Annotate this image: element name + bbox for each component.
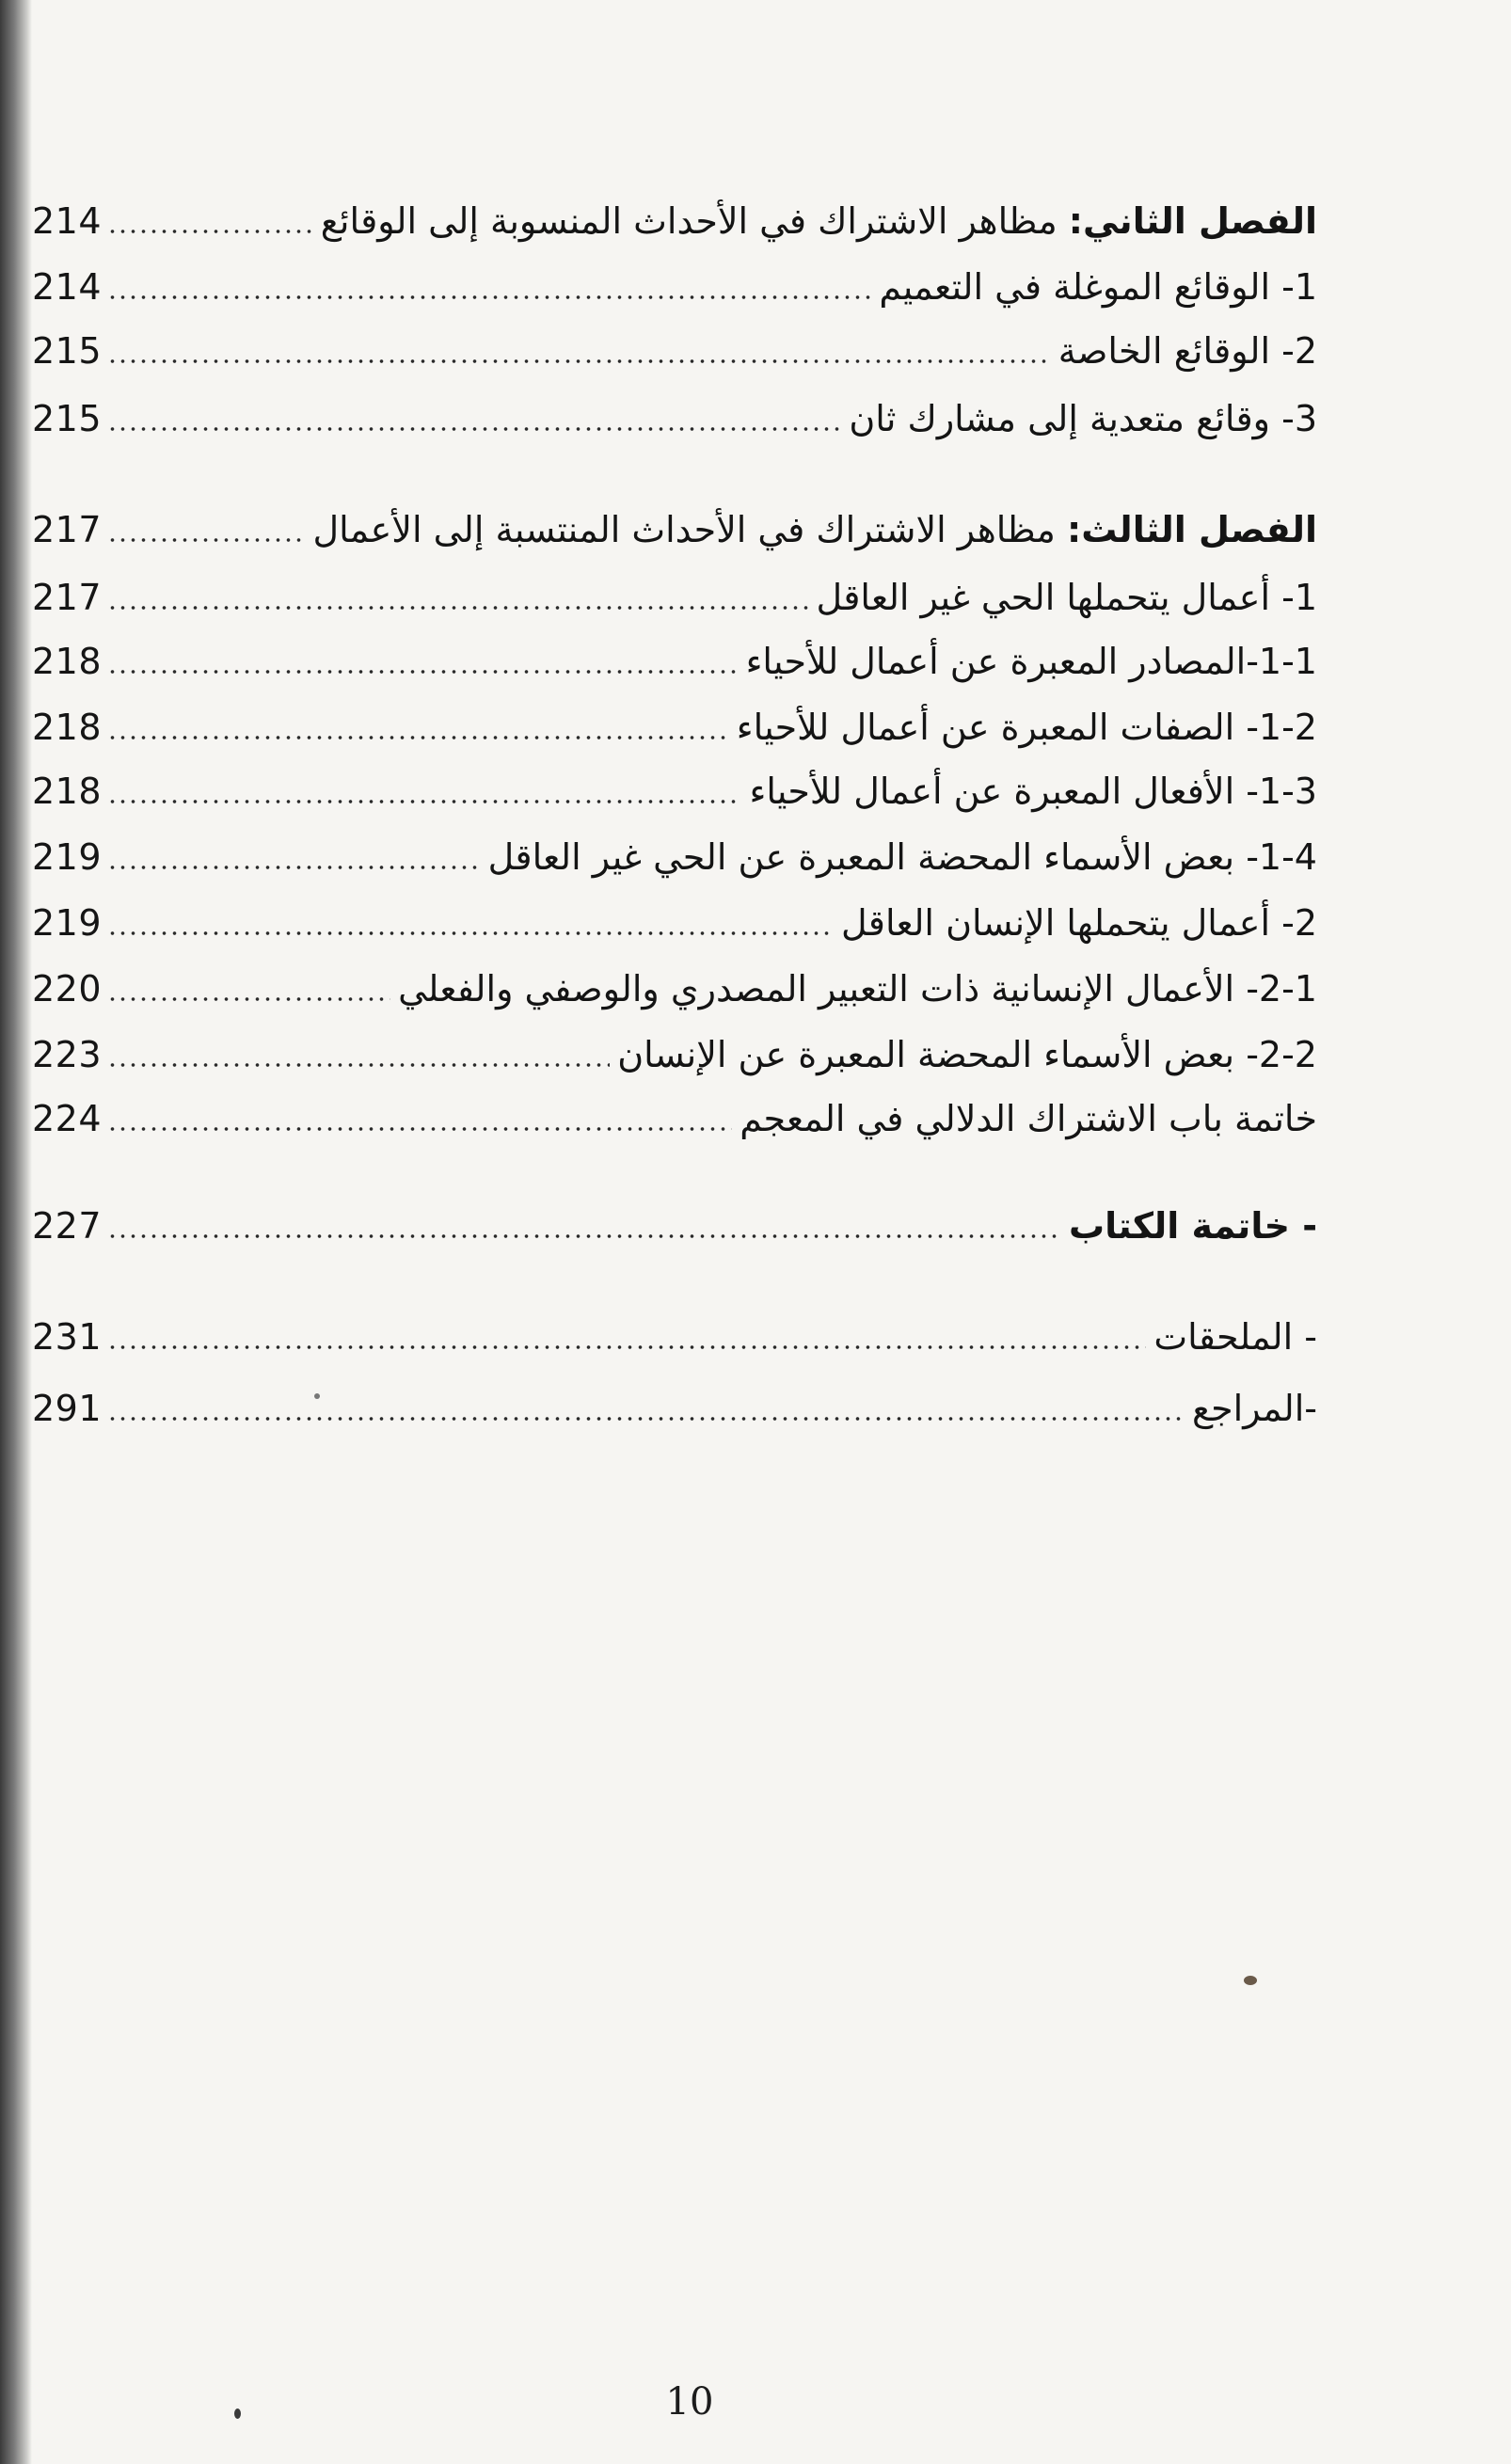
toc-entry [32,698,1317,756]
toc-entry [32,1308,1317,1366]
toc-page-number: 214 [32,266,103,308]
leader-dots [107,997,390,1001]
toc-entry-title: 1-1-المصادر المعبرة عن أعمال للأحياء [745,641,1317,682]
toc-entry-title: 1- الوقائع الموغلة في التعميم [879,266,1317,308]
toc-page-number: 227 [32,1205,103,1247]
book-conclusion-label: - خاتمة الكتاب [1068,1205,1317,1247]
leader-dots [107,800,741,803]
chapter-label: الفصل الثالث: [1067,509,1317,550]
toc-entry [32,1197,1317,1255]
toc-entry-title [321,200,1317,242]
toc-entry-title: 2- الوقائع الخاصة [1058,330,1317,372]
toc-page-number: 220 [32,968,103,1009]
leader-dots [107,736,729,739]
toc-page-number: 218 [32,771,103,812]
paper-speck [234,2408,241,2419]
leader-dots [107,1127,732,1131]
toc-entry [32,389,1317,448]
toc-entry [32,1025,1317,1084]
toc-page-number: 214 [32,200,103,242]
leader-dots [107,931,834,935]
toc-page-number: 217 [32,509,103,550]
toc-entry-title: 1- أعمال يتحملها الحي غير العاقل [816,577,1317,618]
toc-page-number: 219 [32,836,103,878]
chapter-title: مظاهر الاشتراك في الأحداث المنسوبة إلى الوقائع [320,200,1058,242]
leader-dots [107,606,808,610]
toc-entry-title: - الملحقات [1153,1316,1317,1358]
toc-entry-title [1069,1205,1317,1247]
leader-dots [107,1345,1146,1349]
chapter-label: الفصل الثاني: [1068,200,1317,242]
toc-entry [32,1089,1317,1148]
toc-entry [32,568,1317,627]
toc-page-number: 215 [32,398,103,439]
toc-entry [32,828,1317,886]
chapter-title: مظاهر الاشتراك في الأحداث المنتسبة إلى الأعمال [312,509,1056,550]
paper-speck [1244,1976,1257,1985]
toc-page-number: 223 [32,1034,103,1075]
toc-page-number: 217 [32,577,103,618]
toc-entry [32,192,1317,250]
leader-dots [107,427,841,431]
toc-entry-title: 1-3- الأفعال المعبرة عن أعمال للأحياء [749,771,1317,812]
toc-entry-title: -المراجع [1191,1388,1317,1429]
toc-entry-title: 2-2- بعض الأسماء المحضة المعبرة عن الإنسان [617,1034,1317,1075]
toc-entry [32,632,1317,691]
toc-entry [32,258,1317,316]
leader-dots [107,866,481,869]
toc-entry-title: 1-4- بعض الأسماء المحضة المعبرة عن الحي غير العاقل [487,836,1317,878]
page-number: 10 [665,2380,714,2424]
leader-dots [107,359,1051,363]
leader-dots [107,230,313,233]
toc-entry [32,894,1317,952]
toc-page-number: 215 [32,330,103,372]
toc-page-number: 218 [32,707,103,748]
toc-entry-title: 2- أعمال يتحملها الإنسان العاقل [841,902,1317,944]
toc-page-number: 231 [32,1316,103,1358]
paper-speck [314,1393,320,1399]
leader-dots [107,670,739,674]
leader-dots [107,1234,1061,1238]
leader-dots [107,538,305,542]
toc-entry-title: 3- وقائع متعدية إلى مشارك ثان [849,398,1317,439]
toc-entry [32,960,1317,1018]
toc-entry-title: 1-2- الصفات المعبرة عن أعمال للأحياء [736,707,1317,748]
leader-dots [107,295,871,299]
toc-entry [32,1379,1317,1438]
toc-page-number: 224 [32,1098,103,1139]
toc-entry [32,501,1317,559]
toc-entry-title: 2-1- الأعمال الإنسانية ذات التعبير المصدري والوصفي والفعلي [398,968,1317,1009]
leader-dots [107,1417,1185,1421]
toc-page-number: 219 [32,902,103,944]
toc-entry-title: خاتمة باب الاشتراك الدلالي في المعجم [740,1098,1317,1139]
leader-dots [107,1063,610,1067]
toc-entry-title [312,509,1317,550]
toc-page-number: 291 [32,1388,103,1429]
toc-entry [32,322,1317,380]
toc-entry [32,762,1317,820]
toc-page-number: 218 [32,641,103,682]
